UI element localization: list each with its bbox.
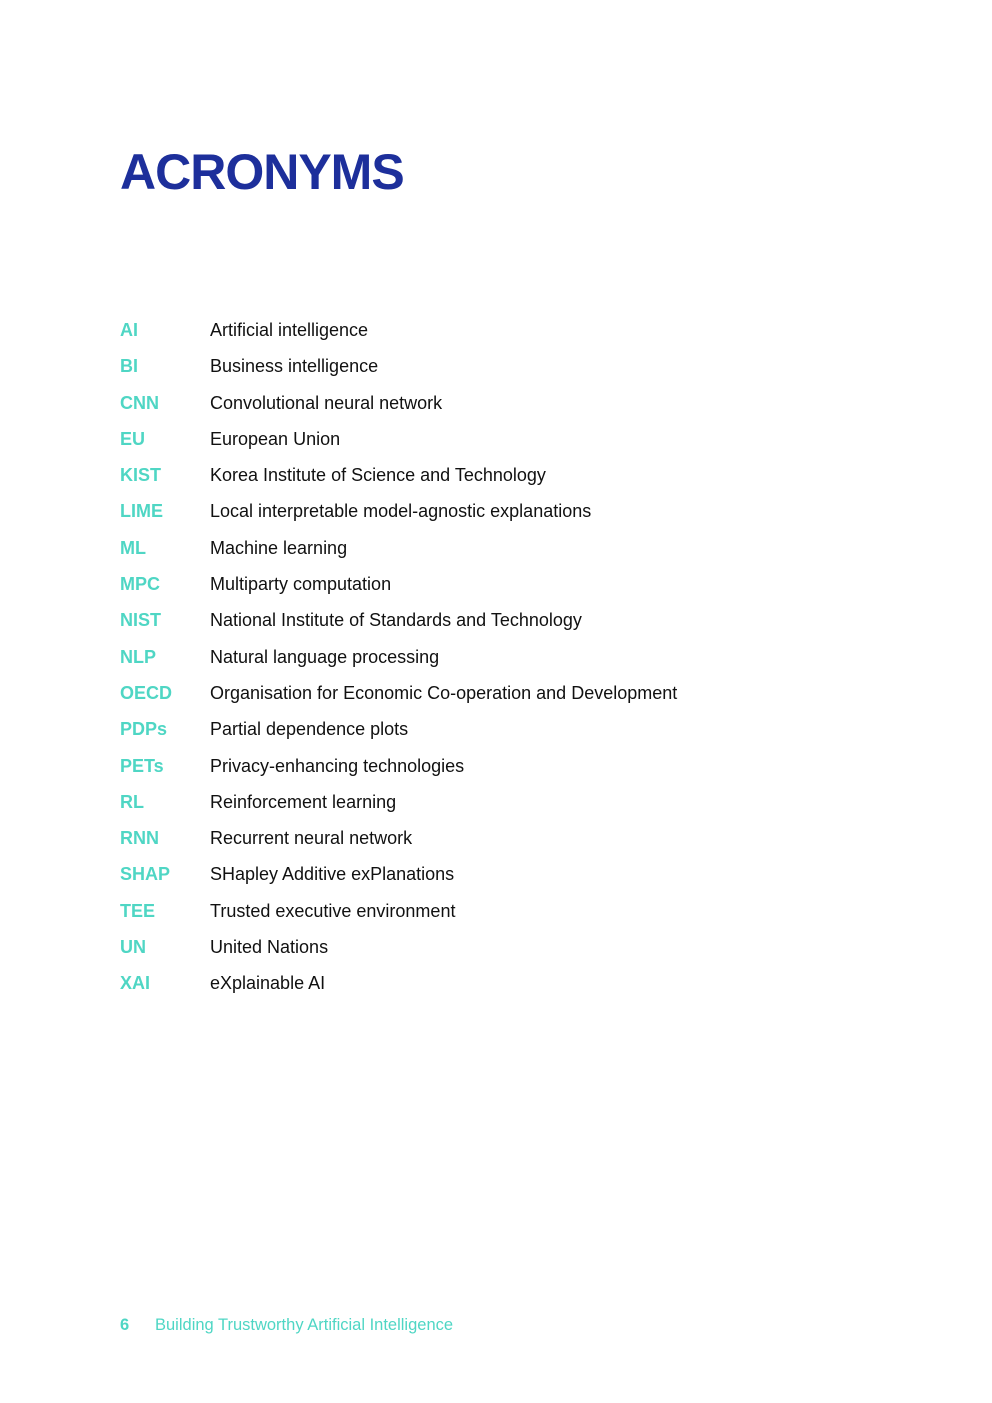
list-item [120,425,677,461]
acronym-term: KIST [120,465,162,486]
list-item [120,679,677,715]
acronym-term: ML [120,537,146,558]
list-item [120,316,677,352]
list-item [120,606,677,642]
list-item [120,715,677,751]
acronym-definition: Natural language processing [210,646,440,667]
list-item [120,461,677,497]
acronym-definition: eXplainable AI [210,973,326,994]
list-item [120,570,677,606]
acronym-term: OECD [120,682,173,703]
acronym-term: XAI [120,973,151,994]
acronym-term: PETs [120,755,164,776]
list-item [120,752,677,788]
acronym-definition: Trusted executive environment [210,900,456,921]
list-item [120,897,677,933]
acronym-term: EU [120,428,146,449]
list-item [120,824,677,860]
acronym-term: AI [120,320,138,340]
acronym-definition: Multiparty computation [210,574,392,595]
acronym-definition: United Nations [210,937,329,958]
acronym-term: LIME [120,501,163,522]
acronym-definition: Business intelligence [210,356,379,377]
acronym-term: PDPs [120,719,168,740]
list-item [120,788,677,824]
acronym-definition: Organisation for Economic Co-operation and Development [210,682,678,703]
acronym-definition: SHapley Additive exPlanations [210,864,455,885]
acronym-definition: Reinforcement learning [210,791,397,812]
page-number: 6 [120,1316,130,1334]
page-footer [120,1316,453,1335]
acronym-definition: Privacy-enhancing technologies [210,755,465,776]
list-item [120,352,677,388]
acronym-definition: Partial dependence plots [210,719,409,740]
acronym-term: BI [120,356,138,377]
list-item [120,860,677,896]
list-item [120,497,677,533]
acronym-definition: Artificial intelligence [210,320,369,340]
acronym-term: SHAP [120,864,171,885]
list-item [120,643,677,679]
acronym-definition: European Union [210,428,341,449]
list-item [120,389,677,425]
list-item [120,933,677,969]
acronym-term: TEE [120,900,156,921]
acronym-term: CNN [120,392,159,413]
footer-doc-title: Building Trustworthy Artificial Intelligence [155,1316,454,1334]
acronym-term: MPC [120,574,160,595]
page-title: ACRONYMS [120,144,404,200]
acronym-definition: Recurrent neural network [210,828,413,849]
acronym-term: RL [120,791,144,812]
acronym-term: UN [120,937,146,958]
acronym-term: NLP [120,646,156,667]
acronym-list [120,316,677,1006]
acronym-definition: Korea Institute of Science and Technology [210,465,546,486]
acronym-definition: National Institute of Standards and Technology [210,610,582,631]
acronym-definition: Machine learning [210,537,348,558]
list-item [120,969,677,1005]
acronym-term: RNN [120,828,159,849]
list-item [120,534,677,570]
acronym-definition: Local interpretable model-agnostic explanations [210,501,592,522]
acronym-term: NIST [120,610,162,631]
acronym-definition: Convolutional neural network [210,392,443,413]
